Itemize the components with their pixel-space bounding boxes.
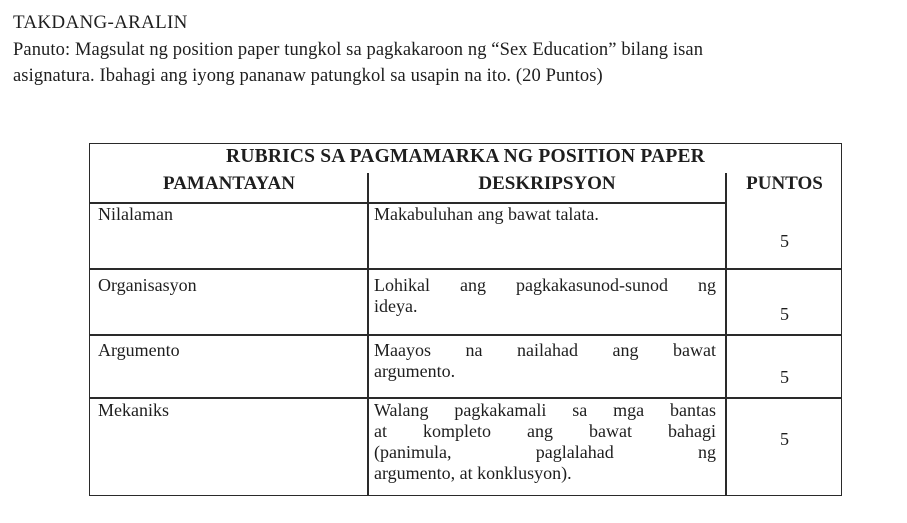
header-criterion: PAMANTAYAN — [163, 173, 295, 194]
description-line: at kompleto ang bawat bahagi — [374, 421, 716, 441]
points-cell: 5 — [780, 231, 789, 251]
column-divider — [367, 173, 369, 495]
points-cell: 5 — [780, 304, 789, 324]
description-line: argumento. — [374, 361, 456, 381]
header-description: DESKRIPSYON — [478, 173, 616, 194]
description-cell — [374, 275, 716, 317]
description-line: Walang pagkakamali sa mga bantas — [374, 400, 716, 420]
header-points: PUNTOS — [746, 173, 823, 194]
description-line: ideya. — [374, 296, 418, 316]
row-divider — [90, 334, 841, 336]
rubric-table — [89, 143, 842, 496]
description-line: Makabuluhan ang bawat talata. — [374, 204, 599, 224]
criterion-cell: Mekaniks — [98, 400, 169, 420]
criterion-cell: Organisasyon — [98, 275, 197, 295]
points-cell: 5 — [780, 367, 789, 387]
criterion-cell: Argumento — [98, 340, 180, 360]
description-cell — [374, 340, 716, 382]
description-line: argumento, at konklusyon). — [374, 463, 572, 483]
description-cell — [374, 400, 716, 484]
points-cell: 5 — [780, 429, 789, 449]
description-line: Maayos na nailahad ang bawat — [374, 340, 716, 360]
instructions-line-2: asignatura. Ibahagi ang iyong pananaw patungkol sa usapin na ito. (20 Puntos) — [13, 66, 603, 86]
row-divider — [90, 268, 841, 270]
assignment-heading: TAKDANG-ARALIN — [13, 12, 188, 33]
row-divider — [90, 397, 841, 399]
description-cell — [374, 204, 716, 225]
criterion-cell: Nilalaman — [98, 204, 173, 224]
description-line: (panimula, paglalahad ng — [374, 442, 716, 462]
rubric-title: RUBRICS SA PAGMAMARKA NG POSITION PAPER — [226, 146, 705, 167]
instructions-line-1: Panuto: Magsulat ng position paper tungkol sa pagkakaroon ng “Sex Education” bilang isan — [13, 40, 704, 60]
description-line: Lohikal ang pagkakasunod-sunod ng — [374, 275, 716, 295]
